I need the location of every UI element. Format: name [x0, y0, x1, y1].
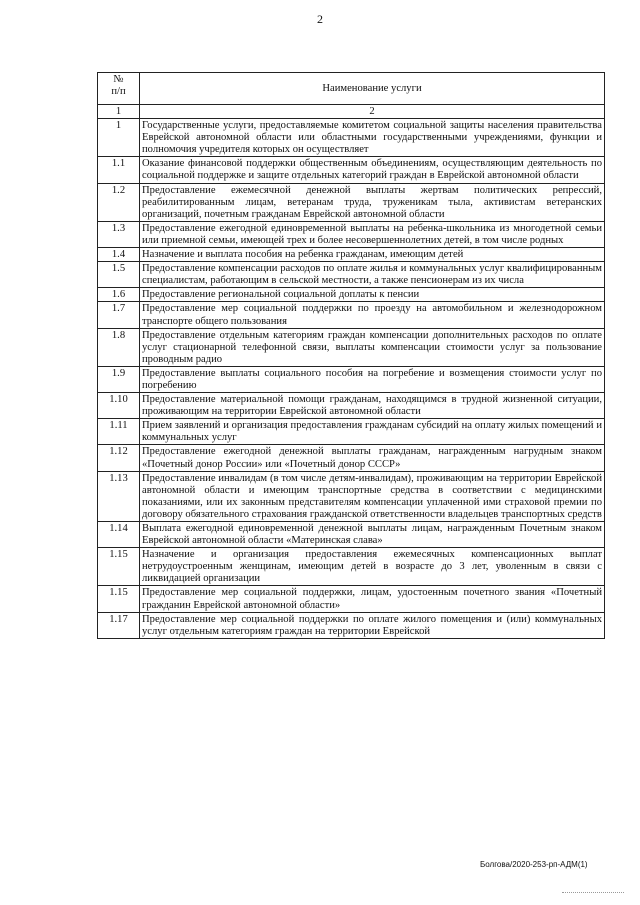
row-service-name: Предоставление мер социальной поддержки, лицам, удостоенным почетного звания «Почетный гражданин Еврейской автономной области»: [140, 586, 605, 612]
row-number: 1.13: [98, 471, 140, 521]
table-row: [98, 471, 605, 521]
table-row: [98, 366, 605, 392]
row-service-name: Предоставление компенсации расходов по оплате жилья и коммунальных услуг квалифицированным специалистам, работающим в сельской местности, а также пенсионерам из их числа: [140, 262, 605, 288]
table-row: [98, 419, 605, 445]
row-number: 1: [98, 119, 140, 157]
table-row: [98, 262, 605, 288]
row-number: 1.3: [98, 221, 140, 247]
table-row: [98, 221, 605, 247]
services-table: [97, 72, 605, 639]
row-number: 1.12: [98, 445, 140, 471]
index-num: 1: [98, 105, 140, 119]
table-row: [98, 522, 605, 548]
table-index-row: [98, 105, 605, 119]
table-row: [98, 612, 605, 638]
row-service-name: Оказание финансовой поддержки общественным объединениям, осуществляющим деятельность по социальной поддержке и защите отдельных категорий граждан в Еврейской автономной области: [140, 157, 605, 183]
scan-mark: [562, 892, 624, 893]
row-number: 1.15: [98, 586, 140, 612]
row-number: 1.4: [98, 248, 140, 262]
row-service-name: Предоставление мер социальной поддержки по оплате жилого помещения и (или) коммунальных услуг отдельным категориям граждан на территории Еврейской: [140, 612, 605, 638]
table-row: [98, 248, 605, 262]
row-number: 1.9: [98, 366, 140, 392]
row-number: 1.1: [98, 157, 140, 183]
table-row: [98, 288, 605, 302]
row-service-name: Предоставление региональной социальной доплаты к пенсии: [140, 288, 605, 302]
table-row: [98, 548, 605, 586]
row-number: 1.14: [98, 522, 140, 548]
index-name: 2: [140, 105, 605, 119]
row-service-name: Предоставление ежемесячной денежной выплаты жертвам политических репрессий, реабилитированным лицам, ветеранам труда, труженикам тыла, активистам ветеранских организаций, почетным гражданам Еврейской автономной области: [140, 183, 605, 221]
header-name: Наименование услуги: [140, 73, 605, 105]
row-service-name: Предоставление ежегодной денежной выплаты гражданам, награжденным нагрудным знаком «Почетный донор России» или «Почетный донор СССР»: [140, 445, 605, 471]
row-number: 1.8: [98, 328, 140, 366]
row-number: 1.11: [98, 419, 140, 445]
row-number: 1.10: [98, 393, 140, 419]
row-service-name: Предоставление выплаты социального пособия на погребение и возмещения стоимости услуг по погребению: [140, 366, 605, 392]
table-row: [98, 183, 605, 221]
row-number: 1.5: [98, 262, 140, 288]
row-service-name: Выплата ежегодной единовременной денежной выплаты лицам, награжденным Почетным знаком Еврейской автономной области «Материнская слава»: [140, 522, 605, 548]
table-row: [98, 302, 605, 328]
row-service-name: Предоставление мер социальной поддержки по проезду на автомобильном и железнодорожном транспорте общего пользования: [140, 302, 605, 328]
table-row: [98, 393, 605, 419]
table-row: [98, 119, 605, 157]
row-service-name: Государственные услуги, предоставляемые комитетом социальной защиты населения правительства Еврейской автономной области или областными государственными учреждениями, функции и полномочия учредителя которых он осуществляет: [140, 119, 605, 157]
row-service-name: Предоставление материальной помощи гражданам, находящимся в трудной жизненной ситуации, проживающим на территории Еврейской автономной области: [140, 393, 605, 419]
row-service-name: Прием заявлений и организация предоставления гражданам субсидий на оплату жилых помещений и коммунальных услуг: [140, 419, 605, 445]
row-number: 1.7: [98, 302, 140, 328]
table-row: [98, 586, 605, 612]
table-row: [98, 328, 605, 366]
row-service-name: Предоставление инвалидам (в том числе детям-инвалидам), проживающим на территории Еврейской автономной области и имеющим транспортные средства в соответствии с медицинскими показаниями, или их законным представителям компенсации уплаченной ими страховой премии по договору обязательного страхования гражданской ответственности владельцев транспортных средств: [140, 471, 605, 521]
row-service-name: Назначение и организация предоставления ежемесячных компенсационных выплат нетрудоустроенным женщинам, имеющим детей в возрасте до 3 лет, уволенным в связи с ликвидацией организации: [140, 548, 605, 586]
row-service-name: Предоставление отдельным категориям граждан компенсации дополнительных расходов по оплате услуг стационарной телефонной связи, выплаты компенсации стоимости услуг за пользование проводным радио: [140, 328, 605, 366]
header-num: № п/п: [98, 73, 140, 105]
row-number: 1.2: [98, 183, 140, 221]
table-row: [98, 157, 605, 183]
row-service-name: Предоставление ежегодной единовременной выплаты на ребенка-школьника из многодетной семьи или приемной семьи, имеющей трех и более несовершеннолетних детей, в том числе родных: [140, 221, 605, 247]
row-number: 1.6: [98, 288, 140, 302]
document-id: Болгова/2020-253-рп-АДМ(1): [480, 860, 588, 869]
page-number: 2: [317, 12, 323, 26]
table-header-row: [98, 73, 605, 105]
row-service-name: Назначение и выплата пособия на ребенка гражданам, имеющим детей: [140, 248, 605, 262]
row-number: 1.15: [98, 548, 140, 586]
table-row: [98, 445, 605, 471]
row-number: 1.17: [98, 612, 140, 638]
